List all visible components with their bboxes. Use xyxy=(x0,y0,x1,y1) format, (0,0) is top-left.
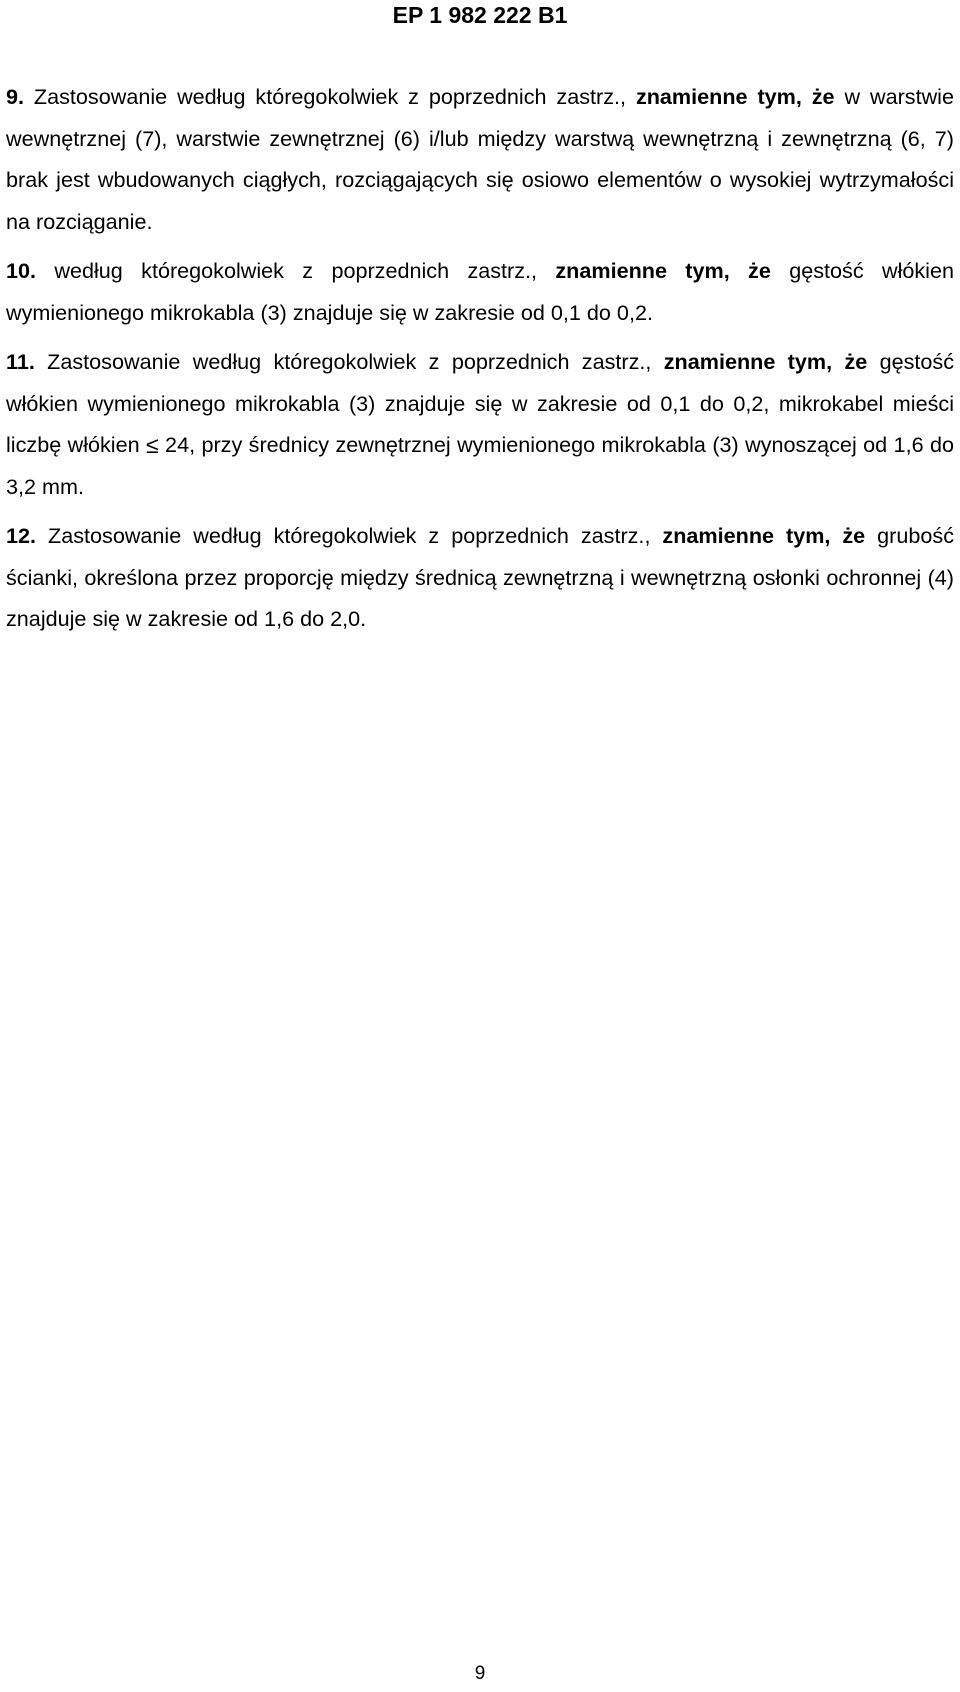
claim-10 xyxy=(6,250,954,333)
claim-text: w warstwie wewnętrznej (7), warstwie zewnętrznej (6) i/lub między warstwą wewnętrzną i zewnętrzną (6, 7) brak jest wbudowanych ciągłych, rozciągających się osiowo elementów o wysokiej wytrzymałości na rozciąganie. xyxy=(6,84,954,234)
page-number: 9 xyxy=(474,1663,486,1684)
claim-separator: , xyxy=(644,523,663,548)
less-or-equal-symbol: ≤ xyxy=(146,432,159,458)
claim-text: według któregokolwiek z poprzednich zastrz. xyxy=(36,258,532,283)
claim-9 xyxy=(6,76,954,242)
claim-11 xyxy=(6,341,954,507)
claim-text: 24, przy średnicy zewnętrznej wymienionego mikrokabla (3) wynoszącej od 1,6 do 3,2 mm. xyxy=(6,432,954,499)
claim-text: gęstość włókien wymienionego mikrokabla (3) znajduje się w zakresie od 0,1 do 0,2, mikrokabel mieści liczbę włókien xyxy=(6,349,954,457)
claim-number: 9. xyxy=(6,84,25,109)
claim-text: Zastosowanie według któregokolwiek z poprzednich zastrz. xyxy=(24,84,621,109)
claim-number: 10. xyxy=(6,258,37,283)
claim-text: gęstość włókien wymienionego mikrokabla (3) znajduje się w zakresie od 0,1 do 0,2. xyxy=(6,258,954,325)
claim-12 xyxy=(6,515,954,640)
claim-characterizing-phrase: znamienne tym, że xyxy=(635,84,835,109)
claim-text: grubość ścianki, określona przez proporcję między średnicą zewnętrzną i wewnętrzną osłonki ochronnej (4) znajduje się w zakresie od 1,6 do 2,0. xyxy=(6,523,954,631)
claim-characterizing-phrase: znamienne tym, że xyxy=(663,349,868,374)
claim-text: Zastosowanie według któregokolwiek z poprzednich zastrz. xyxy=(34,349,646,374)
claim-number: 11. xyxy=(6,349,35,374)
claim-number: 12. xyxy=(6,523,37,548)
publication-number: EP 1 982 222 B1 xyxy=(392,2,568,28)
claim-text: Zastosowanie według któregokolwiek z poprzednich zastrz. xyxy=(36,523,645,548)
claim-separator: , xyxy=(620,84,636,109)
claim-separator: , xyxy=(645,349,664,374)
claim-separator: , xyxy=(531,258,556,283)
claims-list xyxy=(6,76,954,648)
claim-characterizing-phrase: znamienne tym, że xyxy=(555,258,771,283)
claim-characterizing-phrase: znamienne tym, że xyxy=(662,523,866,548)
